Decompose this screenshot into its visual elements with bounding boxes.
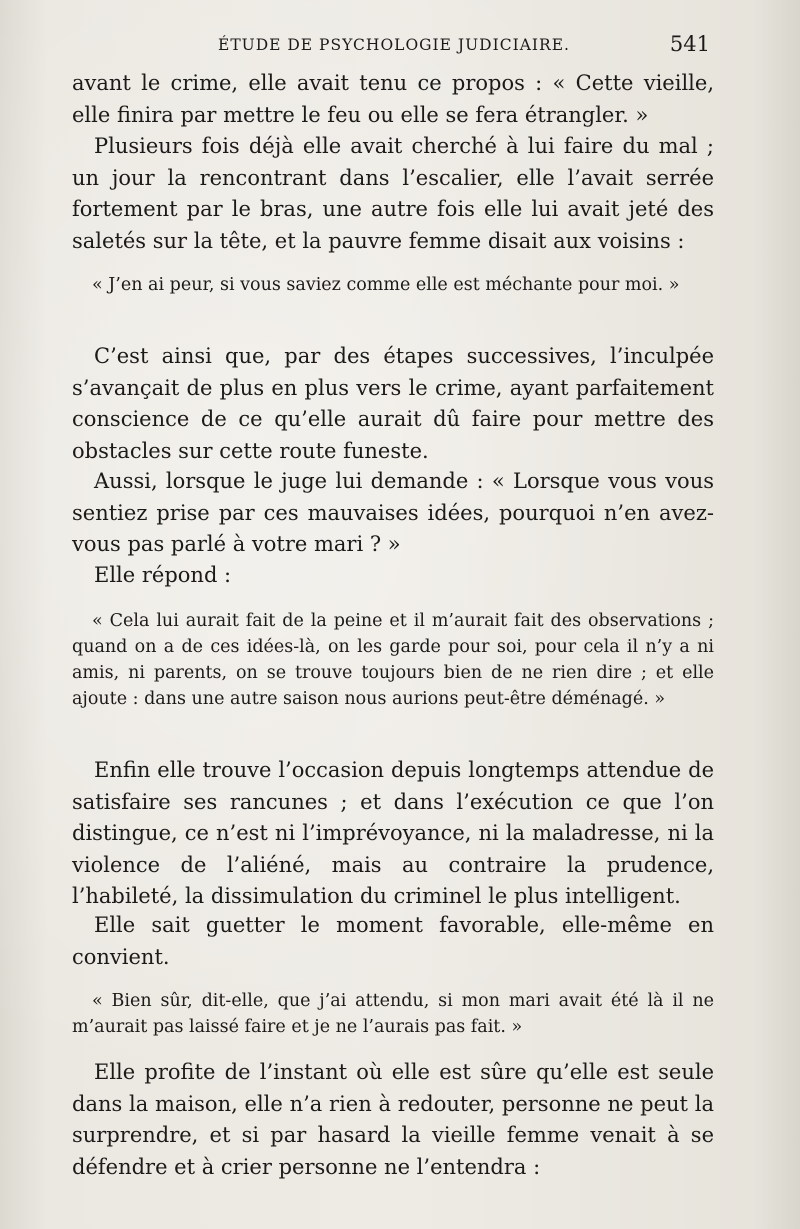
paragraph: Elle profite de l’instant où elle est sûre qu’elle est seule dans la maison, elle n’a rien à redouter, personne ne peut la surprendre, et si par hasard la vieille femme venait à se défendre et à crier personne ne l’entendra : [72,1060,714,1179]
paragraph: Enfin elle trouve l’occasion depuis longtemps attendue de satisfaire ses rancunes ; et dans l’exécution ce que l’on distingue, ce n’est ni l’imprévoyance, ni la maladresse, ni la violence de l’aliéné, mais au contraire la prudence, l’habileté, la dissimulation du criminel le plus intelligent. [72,758,714,908]
quotation: « Bien sûr, dit-elle, que j’ai attendu, si mon mari avait été là il ne m’aurait pas laissé faire et je ne l’aurais pas fait. » [72,991,714,1037]
page-header [70,30,710,60]
paragraph: Elle répond : [94,563,232,587]
paragraph: C’est ainsi que, par des étapes successives, l’inculpée s’avançait de plus en plus vers le crime, ayant parfaitement conscience de ce qu’elle aurait dû faire pour mettre des obstacles sur cette route funeste. [72,344,714,463]
paragraph: Plusieurs fois déjà elle avait cherché à lui faire du mal ; un jour la rencontrant dans l’escalier, elle l’avait serrée fortement par le bras, une autre fois elle lui avait jeté des saletés sur la tête, et la pauvre femme disait aux voisins : [72,134,714,253]
paragraph-continued: avant le crime, elle avait tenu ce propos : « Cette vieille, elle finira par mettre le feu ou elle se fera étrangler. » [72,71,714,127]
paragraph: Aussi, lorsque le juge lui demande : « Lorsque vous vous sentiez prise par ces mauvaises idées, pourquoi n’en avez-vous pas parlé à votre mari ? » [72,469,714,556]
quotation: « J’en ai peur, si vous saviez comme elle est méchante pour moi. » [92,275,680,295]
quotation: « Cela lui aurait fait de la peine et il m’aurait fait des observations ; quand on a de ces idées-là, on les garde pour soi, pour cela il n’y a ni amis, ni parents, on se trouve toujours bien de ne rien dire ; et elle ajoute : dans une autre saison nous aurions peut-être déménagé. » [72,611,714,709]
paragraph: Elle sait guetter le moment favorable, elle-même en convient. [72,913,714,969]
running-title: ÉTUDE DE PSYCHOLOGIE JUDICIAIRE. [218,36,570,54]
page-number: 541 [669,32,710,56]
